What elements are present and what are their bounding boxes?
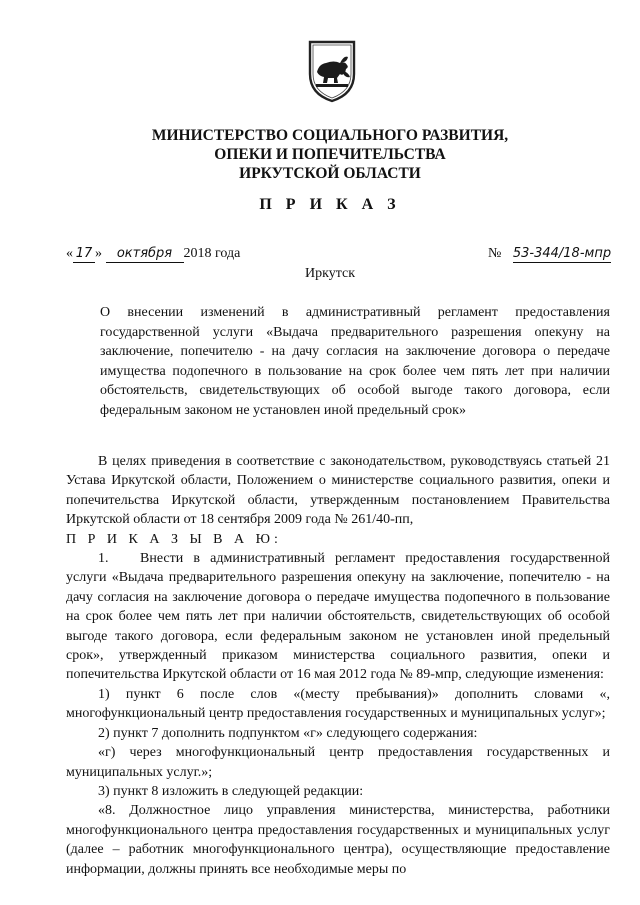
order-number xyxy=(488,246,611,263)
preamble: В целях приведения в соответствие с законодательством, руководствуясь статьей 21 Устава Иркутской области, Положением о министерстве социального развития, опеки и попечительства Иркутской области, утвержденным постановлением Правительства Иркутской области от 18 сентября 2009 года № 261/40-пп, xyxy=(66,454,610,528)
order-word: П Р И К А З Ы В А Ю: xyxy=(66,531,282,547)
item-1-number: 1. xyxy=(98,551,109,567)
subitem-2-quote: «г) через многофункциональный центр предоставления государственных и муниципальных услуг.»; xyxy=(66,745,610,780)
subitem-1: 1) пункт 6 после слов «(месту пребывания)» дополнить словами «, многофункциональный центр предоставления государственных и муниципальных услуг»; xyxy=(66,686,610,722)
ministry-line-2: ОПЕКИ И ПОПЕЧИТЕЛЬСТВА xyxy=(214,146,446,163)
subitem-3: 3) пункт 8 изложить в следующей редакции: xyxy=(98,783,364,799)
order-body xyxy=(66,452,610,879)
date-month: октября xyxy=(116,246,173,261)
number-value: 53-344/18-мпр xyxy=(512,246,612,261)
subitem-2: 2) пункт 7 дополнить подпунктом «г» следующего содержания: xyxy=(98,725,478,741)
order-title: П Р И К А З xyxy=(259,196,401,213)
date-close-quote: » xyxy=(95,246,102,261)
order-subject: О внесении изменений в административный регламент предоставления государственной услуги «Выдача предварительного разрешения опекуну на заключение, попечителю - на дачу согласия на заключение договора о передаче имущества подопечного в пользование на срок более чем пять лет при наличии обстоятельств, свидетельствующих об особой выгоде такого договора, если федеральным законом не установлен иной предельный срок» xyxy=(100,305,610,418)
subitem-3-quote: «8. Должностное лицо управления министерства, министерства, работники многофункционального центра предоставления государственных и муниципальных услуг (далее – работник многофункционального центра), осуществляющие предоставление информации, должны принять все необходимые меры по xyxy=(66,803,610,877)
ministry-line-1: МИНИСТЕРСТВО СОЦИАЛЬНОГО РАЗВИТИЯ, xyxy=(151,127,509,144)
ministry-line-3: ИРКУТСКОЙ ОБЛАСТИ xyxy=(239,165,421,182)
number-prefix: № xyxy=(488,246,502,261)
item-1 xyxy=(66,549,610,685)
date-open-quote: « xyxy=(66,246,73,261)
ministry-heading xyxy=(120,126,540,183)
item-1-text: Внести в административный регламент предоставления государственной услуги «Выдача предварительного разрешения опекуну на заключение, попечителю - на дачу согласия на заключение договора о передаче имущества подопечного в пользование на срок более чем пять лет при наличии обстоятельств, свидетельствующих об особой выгоде такого договора, если федеральным законом не установлен иной предельный срок», утвержденный приказом министерства социального развития, опеки и попечительства Иркутской области от 16 мая 2012 года № 89-мпр, следующие изменения: xyxy=(66,551,610,683)
order-date xyxy=(66,246,240,263)
irkutsk-coat-of-arms-icon xyxy=(304,38,360,104)
date-year: 2018 года xyxy=(183,246,241,261)
date-day: 17 xyxy=(75,246,93,261)
city: Иркутск xyxy=(304,266,356,281)
